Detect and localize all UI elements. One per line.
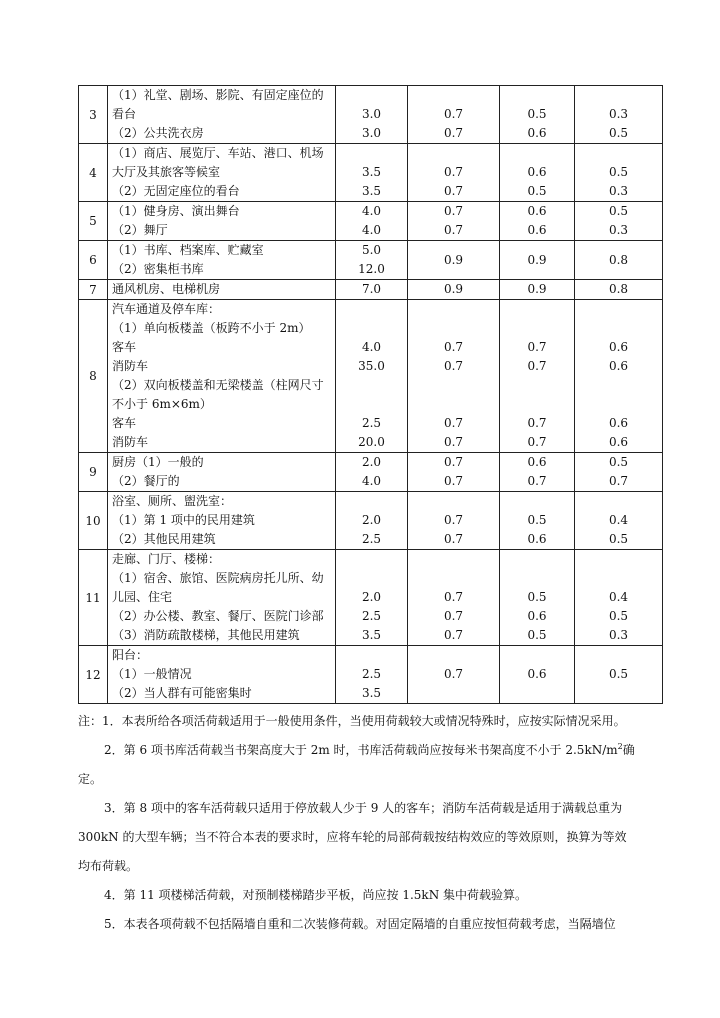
frequent-coeff-cell (500, 646, 575, 704)
cell-line: 0.5 (608, 204, 629, 218)
cell-line (575, 300, 662, 319)
item-number: 9 (79, 453, 108, 492)
cell-line: 0.5 (608, 455, 629, 469)
item-number: 12 (79, 646, 108, 704)
cell-line: （2）无固定座位的看台 (112, 184, 240, 198)
cell-line: 2.5 (361, 532, 382, 546)
combination-coeff-cell (408, 492, 500, 550)
cell-line: 0.7 (527, 435, 547, 449)
cell-line: 厨房（1）一般的 (112, 455, 204, 469)
cell-line: （2）密集柜书库 (112, 262, 204, 276)
cell-line: 0.3 (608, 628, 629, 642)
cell-line: 0.7 (443, 223, 464, 237)
note-text: 2．第 6 项书库活荷载当书架高度大于 2m 时，书库活荷载尚应按每米书架高度不小于 2.5kN/m (104, 743, 618, 757)
note-line: 3．第 8 项中的客车活荷载只适用于停放载人少于 9 人的客车；消防车活荷载是适用于满载总重为 (104, 801, 623, 815)
description-cell (108, 86, 336, 144)
cell-line (408, 569, 499, 588)
cell-line: （1）一般情况 (112, 667, 192, 681)
cell-line (575, 395, 662, 414)
cell-line (500, 395, 574, 414)
cell-line: 0.5 (527, 184, 547, 198)
cell-line: 0.6 (527, 455, 547, 469)
cell-line (336, 492, 407, 511)
cell-line: 12.0 (358, 262, 385, 276)
cell-line: 0.7 (443, 609, 464, 623)
note-line: 5．本表各项荷载不包括隔墙自重和二次装修荷载。对固定隔墙的自重应按恒荷载考虑，当隔墙位 (104, 917, 616, 931)
cell-line: 0.7 (443, 590, 464, 604)
cell-line: 0.6 (608, 340, 629, 354)
cell-line: 0.6 (608, 435, 629, 449)
cell-line: 2.5 (361, 667, 382, 681)
cell-line: （1）宿舍、旅馆、医院病房托儿所、幼 (112, 571, 324, 585)
frequent-coeff-cell (500, 300, 575, 453)
table-row (79, 453, 663, 492)
frequent-coeff-cell (500, 550, 575, 646)
cell-line: 0.8 (608, 252, 629, 267)
cell-line: （2）当人群有可能密集时 (112, 686, 252, 700)
table-row (79, 202, 663, 241)
cell-line: 3.5 (361, 628, 382, 642)
standard-value-cell (336, 300, 408, 453)
frequent-coeff-cell (500, 492, 575, 550)
quasi-permanent-coeff-cell (575, 492, 663, 550)
table-row (79, 646, 663, 704)
cell-line: 0.6 (527, 667, 547, 681)
item-number: 11 (79, 550, 108, 646)
cell-line: 0.7 (443, 184, 464, 198)
cell-line: 0.3 (608, 223, 629, 237)
cell-line: 4.0 (361, 340, 382, 354)
description-cell (108, 202, 336, 241)
cell-line: 0.7 (443, 126, 464, 140)
cell-line: 浴室、厕所、盥洗室： (112, 494, 233, 508)
cell-line: 0.6 (527, 609, 547, 623)
cell-line: 3.0 (361, 126, 382, 140)
cell-line: 0.6 (608, 359, 629, 373)
cell-line (500, 144, 574, 163)
cell-line: 0.6 (527, 126, 547, 140)
note-line: 定。 (78, 772, 103, 786)
cell-line: 阳台： (112, 648, 149, 662)
quasi-permanent-coeff-cell (575, 202, 663, 241)
frequent-coeff-cell (500, 241, 575, 280)
cell-line: 0.5 (527, 107, 547, 121)
combination-coeff-cell (408, 144, 500, 202)
cell-line: 0.7 (443, 340, 464, 354)
item-number: 7 (79, 280, 108, 300)
cell-line (336, 569, 407, 588)
cell-line: 0.7 (443, 107, 464, 121)
item-number: 10 (79, 492, 108, 550)
cell-line: 0.7 (527, 474, 547, 488)
cell-line: 7.0 (361, 282, 382, 296)
standard-value-cell (336, 646, 408, 704)
table-row (79, 492, 663, 550)
cell-line: （1）健身房、演出舞台 (112, 204, 240, 218)
quasi-permanent-coeff-cell (575, 646, 663, 704)
note-line: 300kN 的大型车辆；当不符合本表的要求时，应将车轮的局部荷载按结构效应的等效原则，换算为等效 (78, 830, 627, 844)
cell-line (575, 569, 662, 588)
standard-value-cell (336, 86, 408, 144)
item-number: 5 (79, 202, 108, 241)
frequent-coeff-cell (500, 86, 575, 144)
cell-line (336, 646, 407, 665)
cell-line: 0.9 (527, 252, 547, 267)
cell-line: 消防车 (112, 435, 149, 449)
cell-line (500, 86, 574, 105)
cell-line (408, 492, 499, 511)
cell-line (575, 319, 662, 338)
cell-line (408, 300, 499, 319)
combination-coeff-cell (408, 453, 500, 492)
quasi-permanent-coeff-cell (575, 300, 663, 453)
cell-line: （1）书库、档案库、贮藏室 (112, 243, 264, 257)
cell-line: 看台 (112, 107, 137, 121)
combination-coeff-cell (408, 300, 500, 453)
cell-line: 3.5 (361, 686, 382, 700)
quasi-permanent-coeff-cell (575, 144, 663, 202)
cell-line: 0.7 (527, 340, 547, 354)
cell-line: 0.5 (608, 532, 629, 546)
frequent-coeff-cell (500, 202, 575, 241)
cell-line: 20.0 (358, 435, 385, 449)
cell-line: （2）其他民用建筑 (112, 532, 216, 546)
combination-coeff-cell (408, 202, 500, 241)
cell-line: 2.0 (361, 590, 382, 604)
cell-line: 0.7 (443, 416, 464, 430)
cell-line: 0.7 (443, 667, 464, 681)
item-number: 6 (79, 241, 108, 280)
cell-line (575, 376, 662, 395)
table-row (79, 241, 663, 280)
cell-line: （2）舞厅 (112, 223, 168, 237)
standard-value-cell (336, 492, 408, 550)
cell-line: 消防车 (112, 359, 149, 373)
cell-line: （2）餐厅的 (112, 474, 180, 488)
cell-line: 0.5 (527, 628, 547, 642)
cell-line: 0.7 (527, 416, 547, 430)
combination-coeff-cell (408, 550, 500, 646)
cell-line: （1）礼堂、剧场、影院、有固定座位的 (112, 88, 324, 102)
cell-line: 客车 (112, 416, 137, 430)
cell-line: （2）公共洗衣房 (112, 126, 204, 140)
cell-line: 2.5 (361, 416, 382, 430)
cell-line: 0.9 (527, 282, 547, 296)
standard-value-cell (336, 241, 408, 280)
description-cell (108, 144, 336, 202)
item-number: 3 (79, 86, 108, 144)
cell-line: 0.6 (527, 204, 547, 218)
cell-line (408, 319, 499, 338)
description-cell (108, 646, 336, 704)
cell-line: 0.8 (608, 282, 629, 296)
cell-line: 2.0 (361, 513, 382, 527)
cell-line: 通风机房、电梯机房 (112, 282, 221, 296)
table-row (79, 550, 663, 646)
cell-line: 0.6 (527, 165, 547, 179)
quasi-permanent-coeff-cell (575, 86, 663, 144)
cell-line (408, 395, 499, 414)
cell-line (336, 550, 407, 569)
note-line (78, 736, 662, 765)
cell-line: 4.0 (361, 223, 382, 237)
cell-line: 5.0 (361, 243, 382, 257)
cell-line: 客车 (112, 340, 137, 354)
cell-line: 不小于 6m×6m） (112, 397, 212, 411)
combination-coeff-cell (408, 646, 500, 704)
cell-line: 0.4 (608, 590, 629, 604)
frequent-coeff-cell (500, 144, 575, 202)
description-cell (108, 492, 336, 550)
cell-line (408, 86, 499, 105)
cell-line (336, 144, 407, 163)
standard-value-cell (336, 202, 408, 241)
note-line: 注：1．本表所给各项活荷载适用于一般使用条件，当使用荷载较大或情况特殊时，应按实际情况采用。 (78, 714, 626, 728)
table-body (79, 86, 663, 704)
cell-line (336, 395, 407, 414)
cell-line: 0.5 (608, 126, 629, 140)
cell-line: 0.7 (443, 628, 464, 642)
cell-line (575, 492, 662, 511)
cell-line: 0.5 (608, 609, 629, 623)
cell-line: 0.7 (443, 359, 464, 373)
item-number: 8 (79, 300, 108, 453)
table-row (79, 86, 663, 144)
cell-line (336, 86, 407, 105)
note-line: 4．第 11 项楼梯活荷载，对预制楼梯踏步平板，尚应按 1.5kN 集中荷载验算。 (104, 888, 528, 902)
notes-block (78, 707, 662, 939)
cell-line (500, 300, 574, 319)
standard-value-cell (336, 144, 408, 202)
cell-line: （1）第 1 项中的民用建筑 (112, 513, 255, 527)
cell-line (408, 376, 499, 395)
cell-line: 0.6 (527, 532, 547, 546)
cell-line (500, 569, 574, 588)
combination-coeff-cell (408, 241, 500, 280)
quasi-permanent-coeff-cell (575, 280, 663, 300)
item-number: 4 (79, 144, 108, 202)
cell-line: 3.5 (361, 165, 382, 179)
cell-line: （1）单向板楼盖（板跨不小于 2m） (112, 321, 311, 335)
cell-line: 35.0 (358, 359, 385, 373)
cell-line: 0.9 (443, 282, 464, 296)
cell-line: 0.6 (527, 223, 547, 237)
cell-line: 3.0 (361, 107, 382, 121)
cell-line: 儿园、住宅 (112, 590, 173, 604)
description-cell (108, 550, 336, 646)
cell-line: 0.3 (608, 107, 629, 121)
cell-line: 0.7 (443, 455, 464, 469)
cell-line: 0.7 (443, 165, 464, 179)
cell-line: 0.7 (443, 474, 464, 488)
cell-line: 0.5 (527, 590, 547, 604)
cell-line: 0.3 (608, 184, 629, 198)
cell-line: （1）商店、展览厅、车站、港口、机场 (112, 146, 324, 160)
cell-line: 0.9 (443, 252, 464, 267)
cell-line (500, 492, 574, 511)
cell-line (336, 319, 407, 338)
cell-line: 2.5 (361, 609, 382, 623)
cell-line (575, 550, 662, 569)
description-cell (108, 453, 336, 492)
cell-line: 0.7 (443, 532, 464, 546)
cell-line: 汽车通道及停车库： (112, 302, 221, 316)
cell-line: 4.0 (361, 474, 382, 488)
cell-line: 0.7 (443, 435, 464, 449)
cell-line: 0.7 (443, 513, 464, 527)
superscript-2: 2 (617, 742, 623, 751)
description-cell (108, 241, 336, 280)
cell-line (575, 86, 662, 105)
cell-line: 3.5 (361, 184, 382, 198)
table-row (79, 280, 663, 300)
load-table (78, 85, 663, 704)
description-cell (108, 280, 336, 300)
cell-line: 4.0 (361, 204, 382, 218)
combination-coeff-cell (408, 86, 500, 144)
description-cell (108, 300, 336, 453)
note-text: 确 (622, 743, 635, 757)
cell-line (408, 550, 499, 569)
cell-line: 0.6 (608, 416, 629, 430)
cell-line: （3）消防疏散楼梯，其他民用建筑 (112, 628, 300, 642)
combination-coeff-cell (408, 280, 500, 300)
quasi-permanent-coeff-cell (575, 241, 663, 280)
cell-line: 0.7 (527, 359, 547, 373)
standard-value-cell (336, 550, 408, 646)
cell-line: 0.5 (608, 667, 629, 681)
cell-line (408, 144, 499, 163)
frequent-coeff-cell (500, 453, 575, 492)
quasi-permanent-coeff-cell (575, 550, 663, 646)
cell-line (500, 550, 574, 569)
note-line: 均布荷载。 (78, 859, 139, 873)
cell-line: 0.7 (443, 204, 464, 218)
cell-line: 0.5 (608, 165, 629, 179)
table-row (79, 144, 663, 202)
cell-line: 2.0 (361, 455, 382, 469)
cell-line: 走廊、门厅、楼梯： (112, 552, 221, 566)
cell-line (500, 376, 574, 395)
cell-line (336, 300, 407, 319)
cell-line: 大厅及其旅客等候室 (112, 165, 221, 179)
cell-line: （2）双向板楼盖和无梁楼盖（柱网尺寸 (112, 378, 324, 392)
cell-line: 0.7 (608, 474, 629, 488)
frequent-coeff-cell (500, 280, 575, 300)
cell-line (575, 144, 662, 163)
table-row (79, 300, 663, 453)
standard-value-cell (336, 453, 408, 492)
standard-value-cell (336, 280, 408, 300)
cell-line (336, 376, 407, 395)
cell-line: （2）办公楼、教室、餐厅、医院门诊部 (112, 609, 324, 623)
cell-line: 0.4 (608, 513, 629, 527)
cell-line: 0.5 (527, 513, 547, 527)
cell-line (500, 319, 574, 338)
quasi-permanent-coeff-cell (575, 453, 663, 492)
